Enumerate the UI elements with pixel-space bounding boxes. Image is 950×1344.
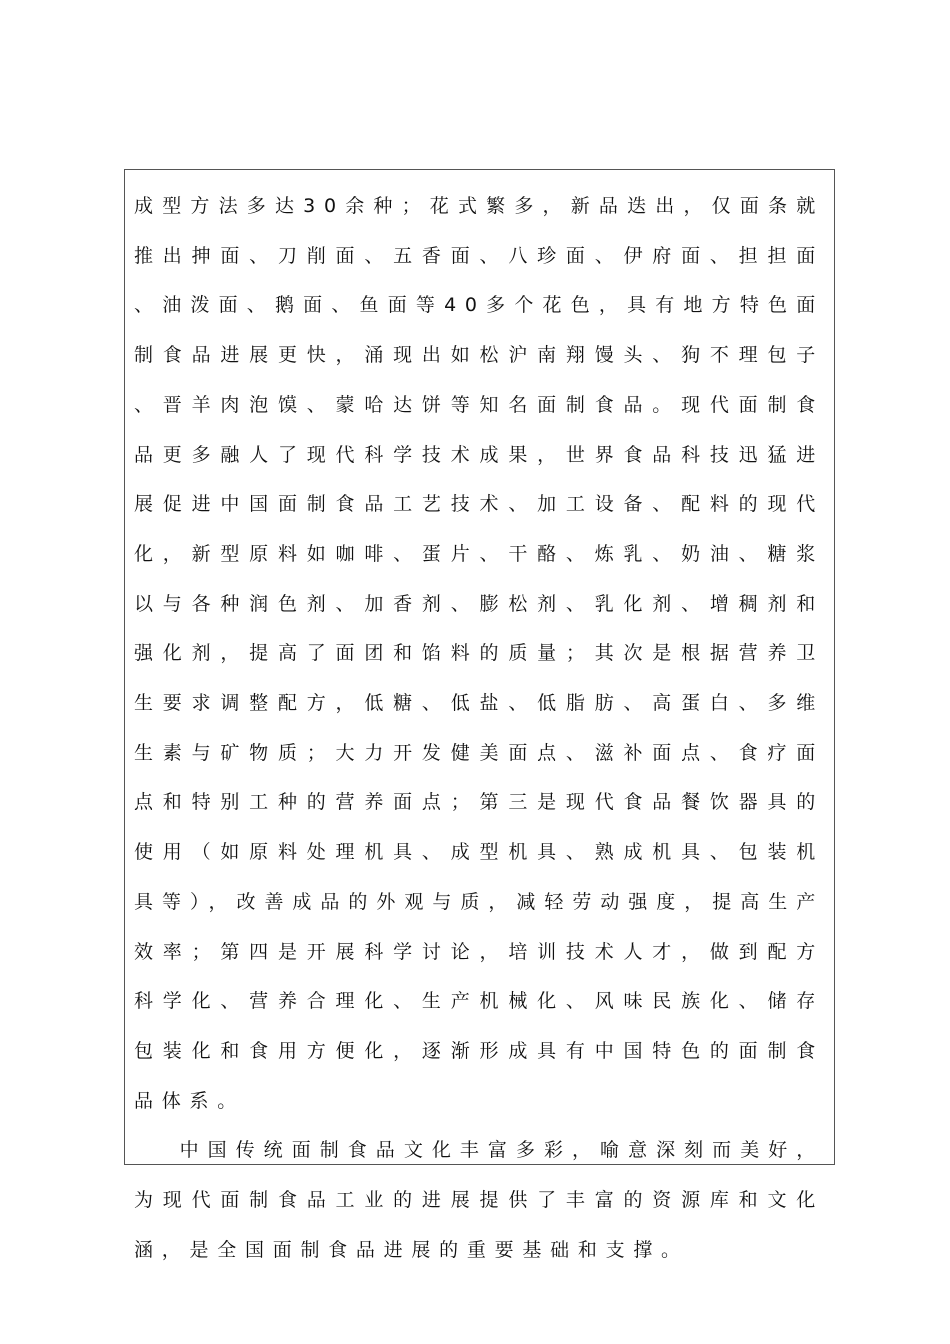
body-paragraph-1: 成型方法多达30余种；花式繁多，新品迭出，仅面条就推出抻面、刀削面、五香面、八珍面、伊府面、担担面、油泼面、鹅面、鱼面等40多个花色，具有地方特色面制食品进展更快，涌现出如松沪南翔馒头、狗不理包子、晋羊肉泡馍、蒙哈达饼等知名面制食品。现代面制食品更多融人了现代科学技术成果，世界食品科技迅猛进展促进中国面制食品工艺技术、加工设备、配料的现代化，新型原料如咖啡、蛋片、干酪、炼乳、奶油、糖浆以与各种润色剂、加香剂、膨松剂、乳化剂、增稠剂和强化剂，提高了面团和馅料的质量；其次是根据营养卫生要求调整配方，低糖、低盐、低脂肪、高蛋白、多维生素与矿物质；大力开发健美面点、滋补面点、食疗面点和特别工种的营养面点；第三是现代食品餐饮器具的使用（如原料处理机具、成型机具、熟成机具、包装机具等），改善成品的外观与质，减轻劳动强度，提高生产效率；第四是开展科学讨论，培训技术人才，做到配方科学化、营养合理化、生产机械化、风味民族化、储存包装化和食用方便化，逐渐形成具有中国特色的面制食品体系。 [134,195,824,1112]
body-paragraph-2: 中国传统面制食品文化丰富多彩，喻意深刻而美好，为现代面制食品工业的进展提供了丰富的资源库和文化涵，是全国面制食品进展的重要基础和支撑。 [134,1139,824,1261]
text-content [134,182,824,1275]
text-frame [124,169,835,1261]
